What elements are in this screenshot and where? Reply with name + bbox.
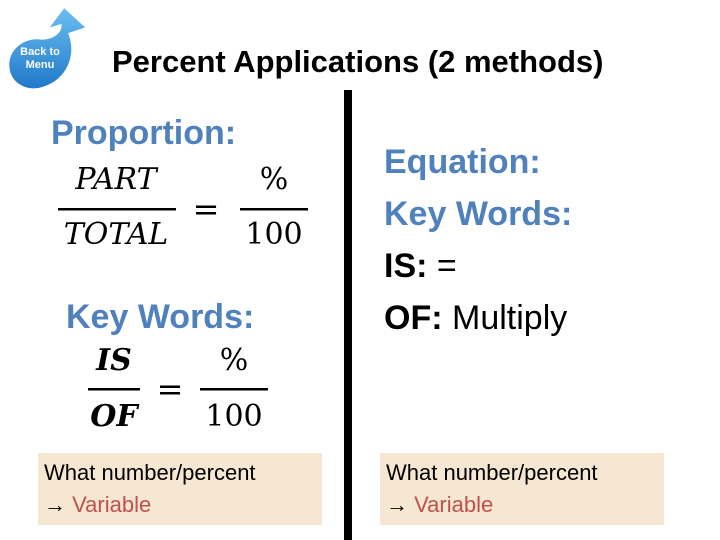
percent-numerator-2: % [219,343,249,378]
of-rule: OF: Multiply [384,299,568,337]
key-words-heading-left: Key Words: [66,298,255,336]
variable-label: Variable [414,492,494,517]
variable-note-left: What number/percent → Variable [38,453,322,525]
variable-note-right: What number/percent → Variable [380,453,664,525]
is-rule: IS: = [384,247,457,285]
is-numerator: IS [96,343,132,378]
of-denominator: OF [90,399,138,434]
equation-section [384,136,572,344]
arrow-icon: → [386,492,408,517]
variable-label: Variable [72,492,152,517]
proportion-heading: Proportion: [51,114,237,152]
is-of-formula [84,338,284,438]
proportion-formula [52,156,322,256]
equals-sign: = [192,190,220,228]
key-words-heading-right: Key Words: [384,195,573,233]
hundred-denominator-2: 100 [205,399,263,434]
back-button-label: Back to Menu [20,46,60,71]
part-numerator: PART [75,162,157,197]
column-divider [344,90,352,540]
percent-numerator: % [259,162,289,197]
equation-heading: Equation: [384,143,541,181]
back-to-menu-button[interactable] [4,4,92,100]
equals-sign-2: = [156,370,184,408]
page-title: Percent Applications (2 methods) [112,44,604,79]
hundred-denominator: 100 [245,217,303,252]
total-denominator: TOTAL [63,217,169,252]
arrow-icon: → [44,492,66,517]
